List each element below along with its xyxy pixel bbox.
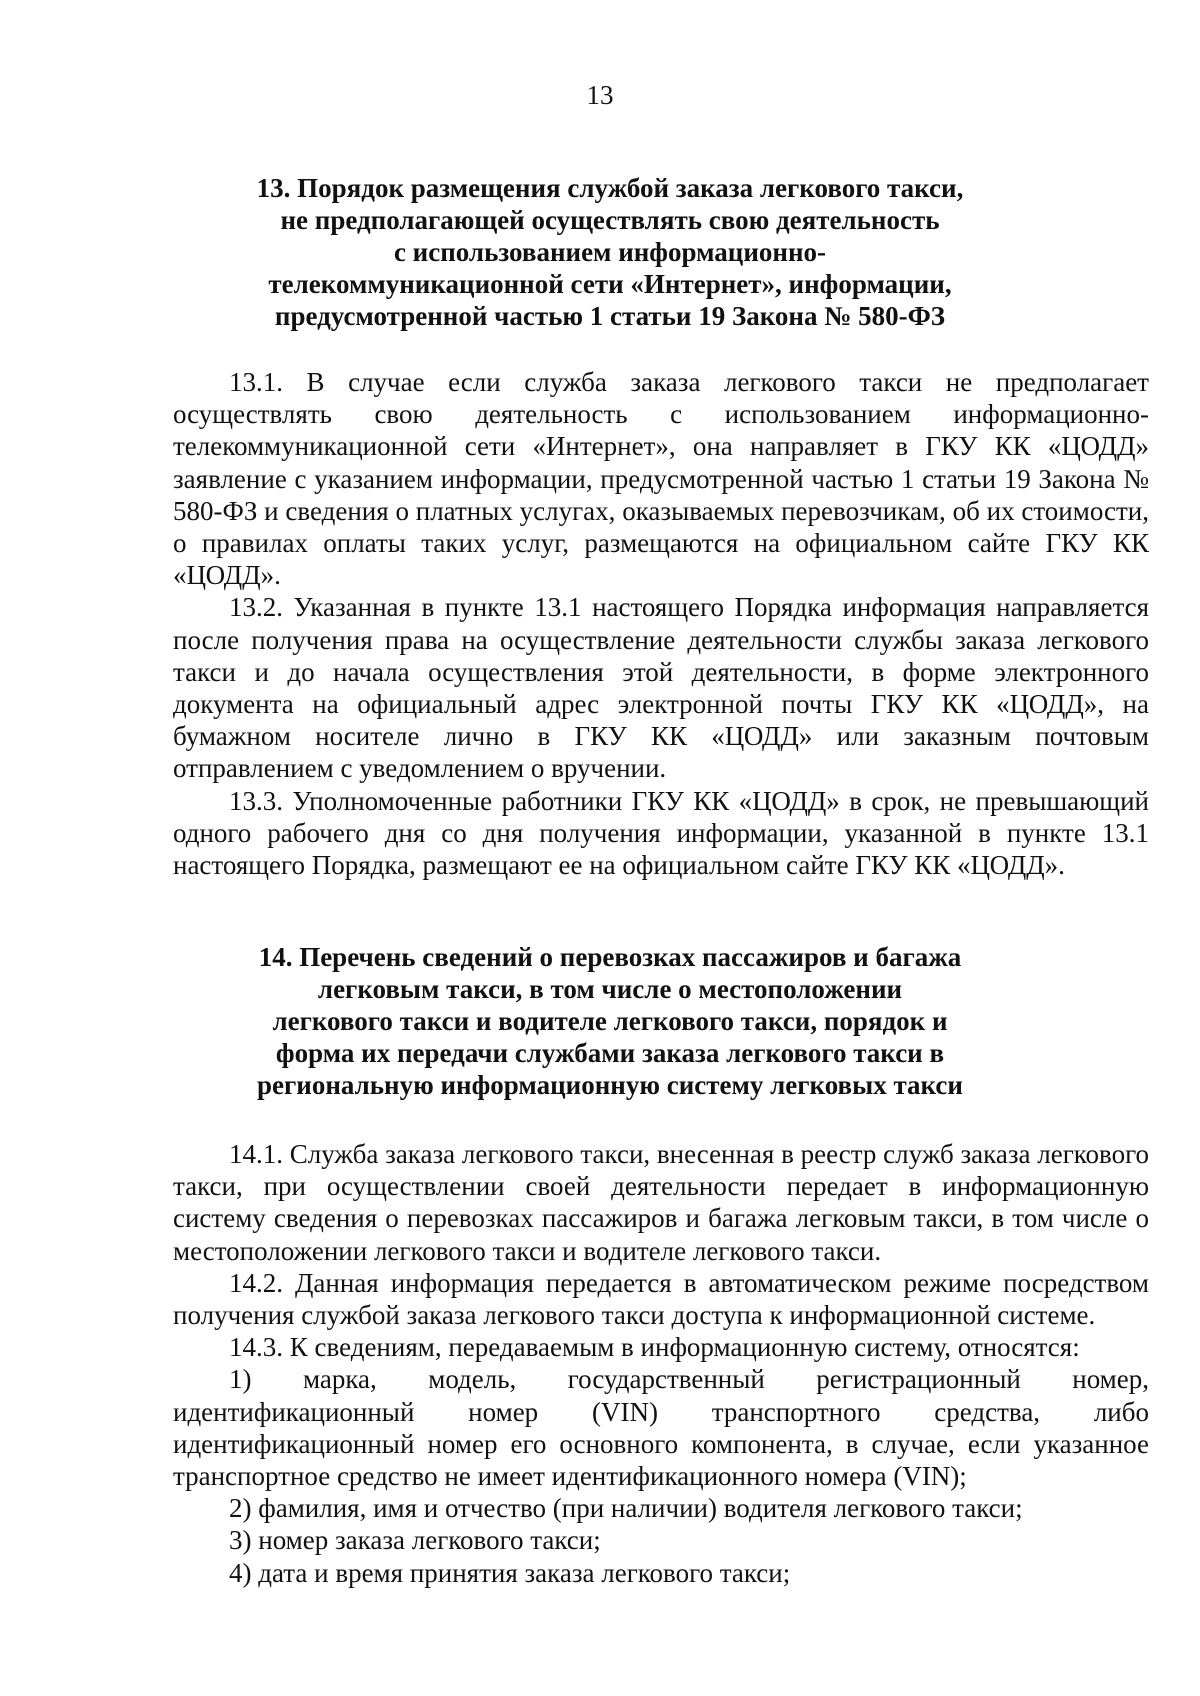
paragraph-13-1: 13.1. В случае если служба заказа легкового такси не предполагает осуществлять свою деятельность с использованием информационно-телекоммуникационной сети «Интернет», она направляет в ГКУ КК «ЦОДД» заявление с указанием информации, предусмотренной частью 1 статьи 19 Закона № 580-ФЗ и сведения о платных услугах, оказываемых перевозчикам, об их стоимости, о правилах оплаты таких услуг, размещаются на официальном сайте ГКУ КК «ЦОДД». [173, 367, 1149, 591]
list-item-4: 4) дата и время принятия заказа легкового такси; [229, 1557, 791, 1588]
heading-line: 13. Порядок размещения службой заказа легкового такси, [256, 173, 964, 203]
list-item-3: 3) номер заказа легкового такси; [229, 1525, 601, 1556]
heading-line: не предполагающей осуществлять свою деятельность [280, 205, 940, 235]
section-14-body [173, 1138, 1149, 1589]
paragraph-14-1: 14.1. Служба заказа легкового такси, внесенная в реестр служб заказа легкового такси, при осуществлении своей деятельности передает в информационную систему сведения о перевозках пассажиров и багажа легковым такси, в том числе о местоположении легкового такси и водителе легкового такси. [173, 1139, 1149, 1266]
heading-line: с использованием информационно- [393, 237, 827, 267]
section-14-heading [215, 941, 1005, 1101]
section-13-body [173, 366, 1149, 881]
paragraph-14-3: 14.3. К сведениям, передаваемым в информационную систему, относятся: [229, 1332, 1080, 1363]
paragraph-13-2: 13.2. Указанная в пункте 13.1 настоящего Порядка информация направляется после получения права на осуществление деятельности службы заказа легкового такси и до начала осуществления этой деятельности, в форме электронного документа на официальный адрес электронной почты ГКУ КК «ЦОДД», на бумажном носителе лично в ГКУ КК «ЦОДД» или заказным почтовым отправлением с уведомлением о вручении. [173, 592, 1149, 784]
heading-line: региональную информационную систему легковых такси [257, 1070, 963, 1100]
section-13-heading [215, 172, 1005, 332]
heading-line: легковым такси, в том числе о местоположении [317, 974, 903, 1004]
list-item-1: 1) марка, модель, государственный регистрационный номер, идентификационный номер (VIN) транспортного средства, либо идентификационный номер его основного компонента, в случае, если указанное транспортное средство не имеет идентификационного номера (VIN); [173, 1364, 1149, 1492]
list-item-2: 2) фамилия, имя и отчество (при наличии) водителя легкового такси; [229, 1493, 1023, 1524]
paragraph-13-3: 13.3. Уполномоченные работники ГКУ КК «ЦОДД» в срок, не превышающий одного рабочего дня со дня получения информации, указанной в пункте 13.1 настоящего Порядка, размещают ее на официальном сайте ГКУ КК «ЦОДД». [173, 785, 1149, 881]
heading-line: 14. Перечень сведений о перевозках пассажиров и багажа [258, 942, 962, 972]
heading-line: предусмотренной частью 1 статьи 19 Закона № 580-ФЗ [274, 301, 946, 331]
page-number: 13 [586, 80, 614, 110]
heading-line: легкового такси и водителе легкового такси, порядок и [272, 1006, 948, 1036]
paragraph-14-2: 14.2. Данная информация передается в автоматическом режиме посредством получения службой заказа легкового такси доступа к информационной системе. [173, 1267, 1149, 1331]
heading-line: телекоммуникационной сети «Интернет», информации, [268, 269, 952, 299]
heading-line: форма их передачи службами заказа легкового такси в [275, 1038, 945, 1068]
